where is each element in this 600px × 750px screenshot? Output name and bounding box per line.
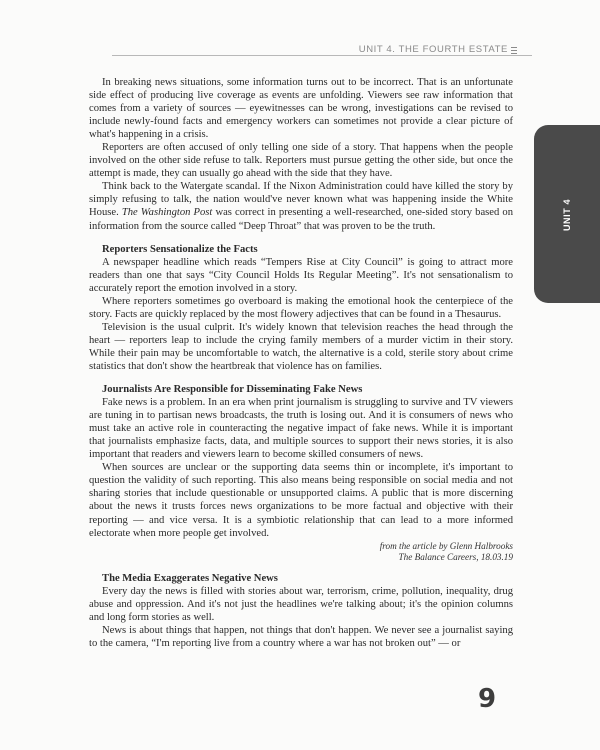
- paragraph: Television is the usual culprit. It's widely known that television reaches the head through the heart — reporters leap to include the crying family members of a murder victim in their story. While their pain may be uncomfortable to watch, the alternative is a cold, sterile story about crime statistics that don't show the heartbreak that violence has on families.: [89, 321, 513, 372]
- paragraph: Where reporters sometimes go overboard is making the emotional hook the centerpiece of the story. Facts are quickly replaced by the most flowery adjectives that can be found in a Thesaurus.: [89, 295, 513, 320]
- paragraph: Think back to the Watergate scandal. If the Nixon Administration could have killed the story by simply refusing to talk, the nation would've never known what was happening inside the White House. The Washington Post was correct in presenting a well-researched, one-sided story based on information from the source called “Deep Throat” that was proven to be the truth.: [89, 181, 513, 232]
- section-heading: The Media Exaggerates Negative News: [102, 573, 278, 585]
- publication-title: The Washington Post: [121, 207, 213, 219]
- paragraph: When sources are unclear or the supporting data seems thin or incomplete, it's important to question the validity of such reporting. This also means being responsible on social media and not sharing stories that include questionable or unsupported claims. A public that is more discerning about the news it trusts forces news organizations to be more factual and objective with their reporting — and vice versa. It is a symbiotic relationship that can lead to a more informed electorate when more people get involved.: [89, 462, 513, 539]
- unit-tab-label: UNIT 4: [562, 198, 572, 232]
- source-attribution: from the article by Glenn Halbrooks The Balance Careers, 18.03.19: [379, 540, 513, 563]
- paragraph: Fake news is a problem. In an era when print journalism is struggling to survive and TV viewers are tuning in to partisan news broadcasts, the truth is losing out. And it is consumers of news who must take an active role in counteracting the negative impact of fake news. While it is important that journalists emphasize facts, data, and multiple sources to support their news stories, it is also important that readers and viewers learn to become skilled consumers of news.: [89, 397, 513, 461]
- paragraph: In breaking news situations, some information turns out to be incorrect. That is an unfortunate side effect of producing live coverage as events are unfolding. Viewers see raw information that comes from a variety of sources — eyewitnesses can be wrong, investigations can be revised to include newly-found facts and emergency workers can sometimes not provide a clear picture of what's happening in a crisis.: [89, 77, 513, 141]
- article-body: [89, 76, 513, 650]
- paragraph: A newspaper headline which reads “Tempers Rise at City Council” is going to attract more readers than one that says “City Council Holds Its Regular Meeting”. It's not sensationalism to accurately report the emotion involved in a story.: [89, 256, 513, 294]
- header-rule: [112, 55, 532, 56]
- paragraph: Reporters are often accused of only telling one side of a story. That happens when the people involved on the other side refuse to talk. Reporters must pursue getting the other side, but once the attempt is made, they can usually go ahead with the side that they have.: [89, 142, 513, 180]
- menu-lines-icon: [511, 47, 517, 54]
- paragraph: News is about things that happen, not things that don't happen. We never see a journalist saying to the camera, “I'm reporting live from a country where a war has not broken out” — or: [89, 625, 513, 650]
- running-header: UNIT 4. THE FOURTH ESTATE: [358, 44, 508, 55]
- paragraph: Every day the news is filled with stories about war, terrorism, crime, pollution, inequality, drug abuse and oppression. And it's not just the headlines we're talking about; it's the opinion columns and long form stories as well.: [89, 586, 513, 624]
- section-heading: Reporters Sensationalize the Facts: [102, 243, 258, 255]
- section-heading: Journalists Are Responsible for Disseminating Fake News: [102, 384, 363, 396]
- page-number: 9: [478, 684, 497, 714]
